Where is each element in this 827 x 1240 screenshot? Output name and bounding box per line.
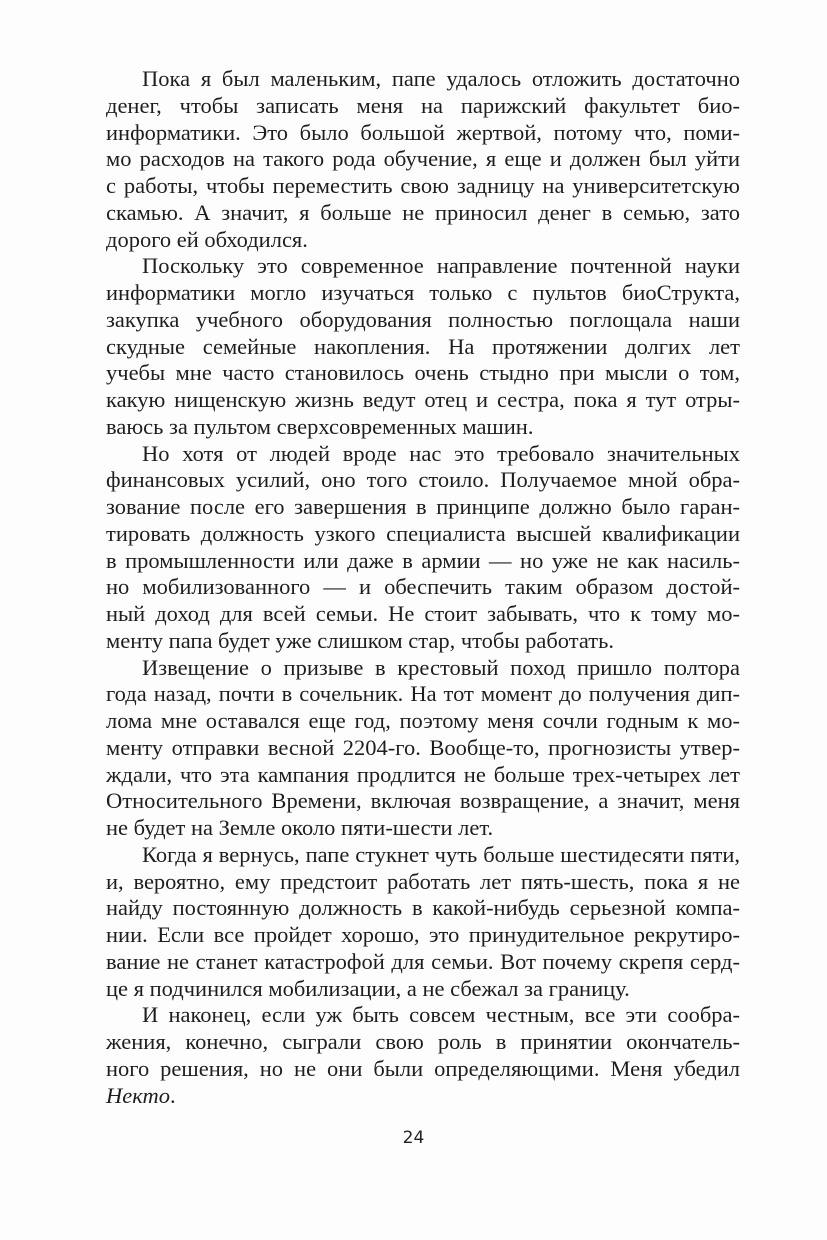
text-line: в промышленности или даже в армии — но уже не как насиль-	[106, 547, 740, 573]
text-line: закупка учебного оборудования полностью поглощала наши	[106, 306, 740, 332]
text-line: ваюсь за пультом сверхсовременных машин.	[106, 413, 534, 439]
text-line: и, вероятно, ему предстоит работать лет пять-шесть, пока я не	[106, 868, 740, 894]
text-line: Пока я был маленьким, папе удалось отложить достаточно	[142, 66, 740, 91]
text-line: нии. Если все пройдет хорошо, это принудительное рекрутиро-	[106, 922, 740, 947]
body-text	[106, 66, 740, 1109]
text-line: зование после его завершения в принципе должно было гаран-	[106, 494, 740, 519]
paragraph	[106, 842, 740, 1003]
text-line: учебы мне часто становилось очень стыдно при мысли о том,	[106, 360, 740, 386]
text-line: це я подчинился мобилизации, а не сбежал за границу.	[106, 975, 630, 1001]
text-line: Относительного Времени, включая возвращение, а значит, меня	[106, 788, 740, 814]
text-line: но мобилизованного — и обеспечить таким образом достой-	[106, 574, 740, 600]
text-line: мо расходов на такого рода обучение, я еще и должен был уйти	[106, 146, 740, 172]
text-line: года назад, почти в сочельник. На тот момент до получения дип-	[106, 681, 740, 707]
text-line: тировать должность узкого специалиста высшей квалификации	[106, 520, 740, 546]
text-line: информатики. Это было большой жертвой, потому что, поми-	[106, 119, 740, 145]
text-line: Когда я вернусь, папе стукнет чуть больше шестидесяти пяти,	[142, 841, 740, 867]
text-line: дорого ей обходился.	[106, 226, 308, 252]
text-line: ждали, что эта кампания продлится не больше трех-четырех лет	[106, 761, 740, 787]
text-line: Но хотя от людей вроде нас это требовало значительных	[142, 440, 740, 466]
text-line: Извещение о призыве в крестовый поход пришло полтора	[142, 654, 740, 680]
text-line: информатики могло изучаться только с пультов биоСтрукта,	[106, 280, 740, 305]
text-line: не будет на Земле около пяти-шести лет.	[106, 815, 494, 840]
text-line: скамью. А значит, я больше не приносил денег в семью, зато	[106, 199, 740, 225]
paragraph	[106, 441, 740, 655]
text-line: с работы, чтобы переместить свою задницу на университетскую	[106, 173, 740, 198]
paragraph	[106, 1002, 740, 1109]
text-line: вание не станет катастрофой для семьи. Вот почему скрепя серд-	[106, 948, 740, 974]
text-line: финансовых усилий, оно того стоило. Получаемое мной обра-	[106, 467, 740, 493]
text-line: лома мне оставался еще год, поэтому меня сочли годным к мо-	[106, 708, 740, 733]
text-line: менту отправки весной 2204-го. Вообще-то, прогнозисты утвер-	[106, 734, 740, 760]
text-line: Поскольку это современное направление почтенной науки	[142, 253, 740, 279]
paragraph	[106, 655, 740, 842]
text-line: найду постоянную должность в какой-нибудь серьезной компа-	[106, 895, 740, 921]
text-line: жения, конечно, сыграли свою роль в принятии окончатель-	[106, 1029, 740, 1054]
punctuation: .	[169, 1082, 176, 1108]
text-line: И наконец, если уж быть совсем честным, все эти сообра-	[142, 1002, 740, 1028]
text-line: ный доход для всей семьи. Не стоит забывать, что к тому мо-	[106, 601, 740, 626]
page-number: 24	[402, 1128, 425, 1148]
text-line: какую нищенскую жизнь ведут отец и сестра, пока я тут отры-	[106, 387, 740, 412]
text-line	[106, 1083, 740, 1110]
paragraph	[106, 253, 740, 440]
text-line: менту папа будет уже слишком стар, чтобы работать.	[106, 627, 614, 653]
italic-word: Некто	[106, 1082, 170, 1108]
text-line: скудные семейные накопления. На протяжении долгих лет	[106, 333, 740, 359]
text-line: денег, чтобы записать меня на парижский факультет био-	[106, 92, 740, 118]
paragraph	[106, 66, 740, 253]
text-line: ного решения, но не они были определяющими. Меня убедил	[106, 1055, 740, 1081]
